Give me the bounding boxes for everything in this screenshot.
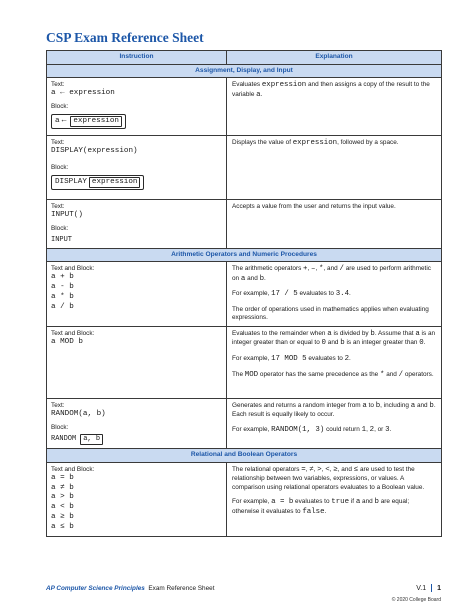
page-title: CSP Exam Reference Sheet xyxy=(46,30,204,45)
relational-code: a ≤ b xyxy=(51,522,74,531)
random-explanation: Generates and returns a random integer from a to b, including a and b. Each result is equally likely to occur. xyxy=(232,401,436,419)
text-block-label: Text and Block: xyxy=(51,265,95,273)
arith-code: a + b xyxy=(51,273,74,282)
arith-explanation: The arithmetic operators +, –, *, and / are used to perform arithmetic on a and b. xyxy=(232,265,431,283)
section-assignment: Assignment, Display, and Input xyxy=(47,64,442,78)
relational-code: a ≠ b xyxy=(51,483,74,492)
relational-example: For example, a = b evaluates to true if a and b are equal; otherwise it evaluates to false. xyxy=(232,498,410,516)
mod-precedence: The MOD operator has the same precedence as the * and / operators. xyxy=(232,370,434,379)
arith-order-note: The order of operations used in mathematics applies when evaluating expressions. xyxy=(232,306,429,322)
reference-table xyxy=(46,50,442,537)
mod-code: a MOD b xyxy=(51,338,83,347)
mod-example: For example, 17 MOD 5 evaluates to 2. xyxy=(232,354,351,363)
display-code: DISPLAY(expression) xyxy=(51,147,138,156)
row-display xyxy=(47,136,442,200)
row-random xyxy=(47,398,442,448)
relational-explanation: The relational operators =, ≠, >, <, ≥, and ≤ are used to test the relationship between two variables, expressions, or values. A comparison using relational operators evaluates to a Boolean value. xyxy=(232,465,425,491)
instruction-header: Instruction xyxy=(47,51,227,65)
block-label: Block: xyxy=(51,103,69,111)
row-relational xyxy=(47,462,442,536)
explanation-header: Explanation xyxy=(227,51,442,65)
page-number: 1 xyxy=(437,584,441,592)
text-block-label: Text and Block: xyxy=(51,465,95,473)
text-block-label: Text and Block: xyxy=(51,329,95,337)
display-block: DISPLAY expression xyxy=(51,175,144,190)
input-code: INPUT() xyxy=(51,211,83,220)
mod-explanation: Evaluates to the remainder when a is divided by b. Assume that a is an integer greater than or equal to 0 and b is an integer greater than 0. xyxy=(232,329,436,348)
section-relational: Relational and Boolean Operators xyxy=(47,449,442,463)
text-label: Text: xyxy=(51,203,65,211)
footer-version: V.1 1 xyxy=(416,584,441,592)
random-example: For example, RANDOM(1, 3) could return 1, 2, or 3. xyxy=(232,425,392,434)
footer-course-title: AP Computer Science Principles Exam Reference Sheet xyxy=(46,585,215,592)
left-arrow-icon: ← xyxy=(61,115,67,125)
relational-code: a ≥ b xyxy=(51,512,74,521)
arith-code: a * b xyxy=(51,292,74,301)
row-input xyxy=(47,200,442,248)
relational-code: a > b xyxy=(51,493,74,502)
input-block: INPUT xyxy=(51,235,73,244)
section-arithmetic: Arithmetic Operators and Numeric Procedures xyxy=(47,248,442,262)
row-arithmetic xyxy=(47,262,442,327)
display-explanation: Displays the value of expression, followed by a space. xyxy=(232,139,399,148)
row-assignment xyxy=(47,78,442,136)
assign-block: a ← expression xyxy=(51,114,126,129)
text-label: Text: xyxy=(51,139,65,147)
arith-example: For example, 17 / 5 evaluates to 3.4. xyxy=(232,290,351,299)
input-explanation: Accepts a value from the user and returns the input value. xyxy=(232,203,396,211)
row-mod xyxy=(47,326,442,398)
relational-code: a < b xyxy=(51,503,74,512)
arith-code: a / b xyxy=(51,302,74,311)
block-label: Block: xyxy=(51,225,69,233)
assign-code: a ← expression xyxy=(51,89,115,98)
text-label: Text: xyxy=(51,81,65,89)
relational-code: a = b xyxy=(51,474,74,483)
footer-divider xyxy=(431,584,432,592)
text-label: Text: xyxy=(51,401,65,409)
arith-code: a - b xyxy=(51,283,74,292)
block-label: Block: xyxy=(51,423,69,431)
assign-explanation: Evaluates expression and then assigns a copy of the result to the variable a. xyxy=(232,81,430,99)
block-label: Block: xyxy=(51,164,69,172)
random-block: RANDOM a, b xyxy=(51,434,103,445)
random-code: RANDOM(a, b) xyxy=(51,410,106,419)
footer-copyright: © 2020 College Board xyxy=(391,597,441,603)
